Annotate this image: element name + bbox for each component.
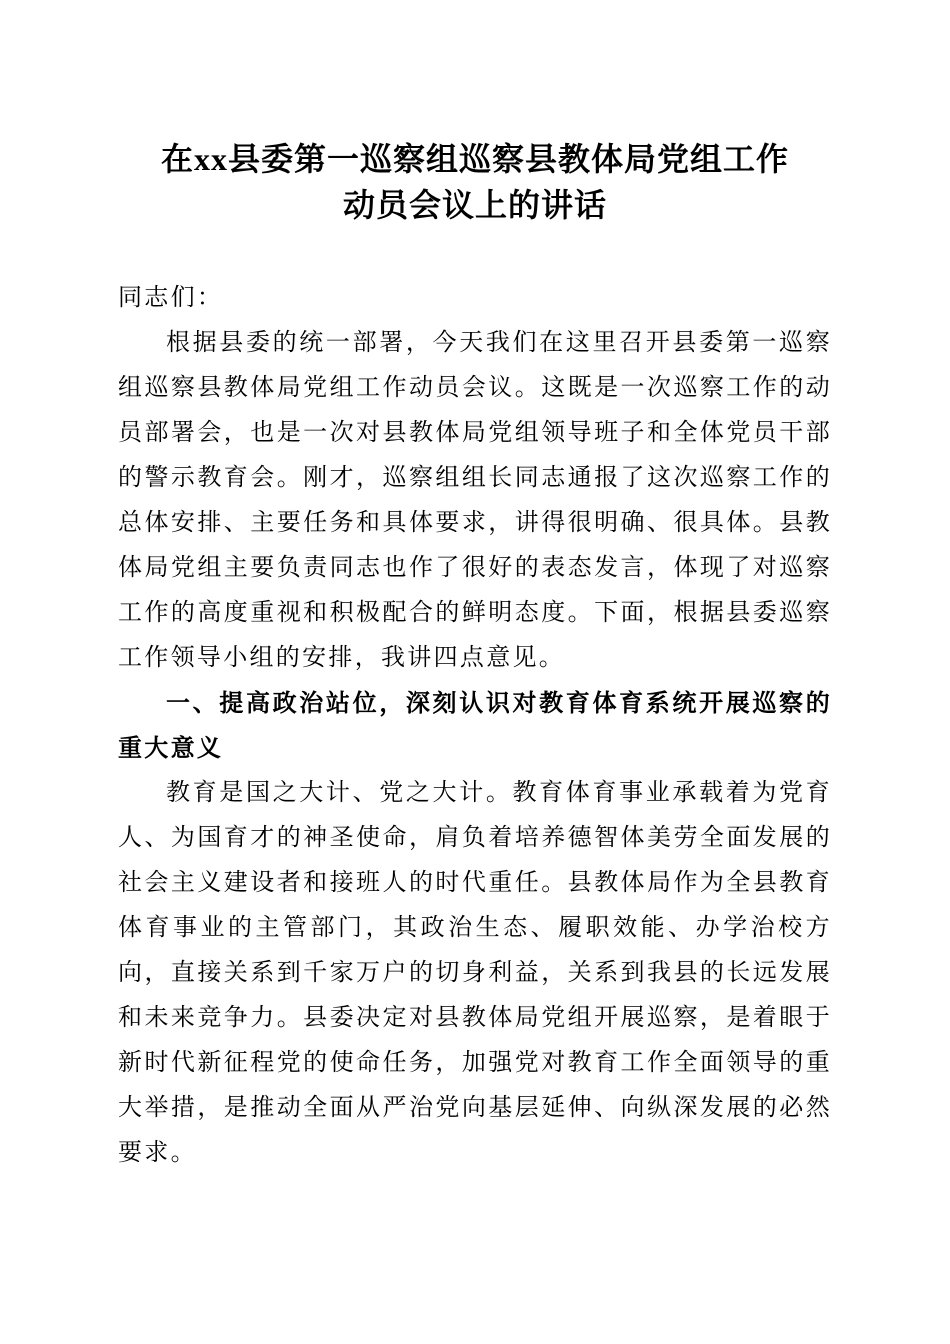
document-title-line-2: 动员会议上的讲话 [342, 187, 607, 223]
section-heading-1: 一、提高政治站位，深刻认识对教育体育系统开展巡察的重大意义 [118, 690, 832, 762]
salutation: 同志们： [118, 285, 224, 311]
paragraph-intro: 根据县委的统一部署，今天我们在这里召开县委第一巡察组巡察县教体局党组工作动员会议。这既是一次巡察工作的动员部署会，也是一次对县教体局党组领导班子和全体党员干部的警示教育会。刚才，巡察组组长同志通报了这次巡察工作的总体安排、主要任务和具体要求，讲得很明确、很具体。县教体局党组主要负责同志也作了很好的表态发言，体现了对巡察工作的高度重视和积极配合的鲜明态度。下面，根据县委巡察工作领导小组的安排，我讲四点意见。 [118, 330, 832, 671]
paragraph-section-1: 教育是国之大计、党之大计。教育体育事业承载着为党育人、为国育才的神圣使命，肩负着培养德智体美劳全面发展的社会主义建设者和接班人的时代重任。县教体局作为全县教育体育事业的主管部门，其政治生态、履职效能、办学治校方向，直接关系到千家万户的切身利益，关系到我县的长远发展和未来竞争力。县委决定对县教体局党组开展巡察，是着眼于新时代新征程党的使命任务，加强党对教育工作全面领导的重大举措，是推动全面从严治党向基层延伸、向纵深发展的必然要求。 [118, 780, 832, 1166]
document-title [118, 136, 832, 228]
document-body [118, 276, 832, 1176]
document-content [118, 136, 832, 1176]
document-title-line-1: 在xx县委第一巡察组巡察县教体局党组工作 [160, 141, 789, 177]
